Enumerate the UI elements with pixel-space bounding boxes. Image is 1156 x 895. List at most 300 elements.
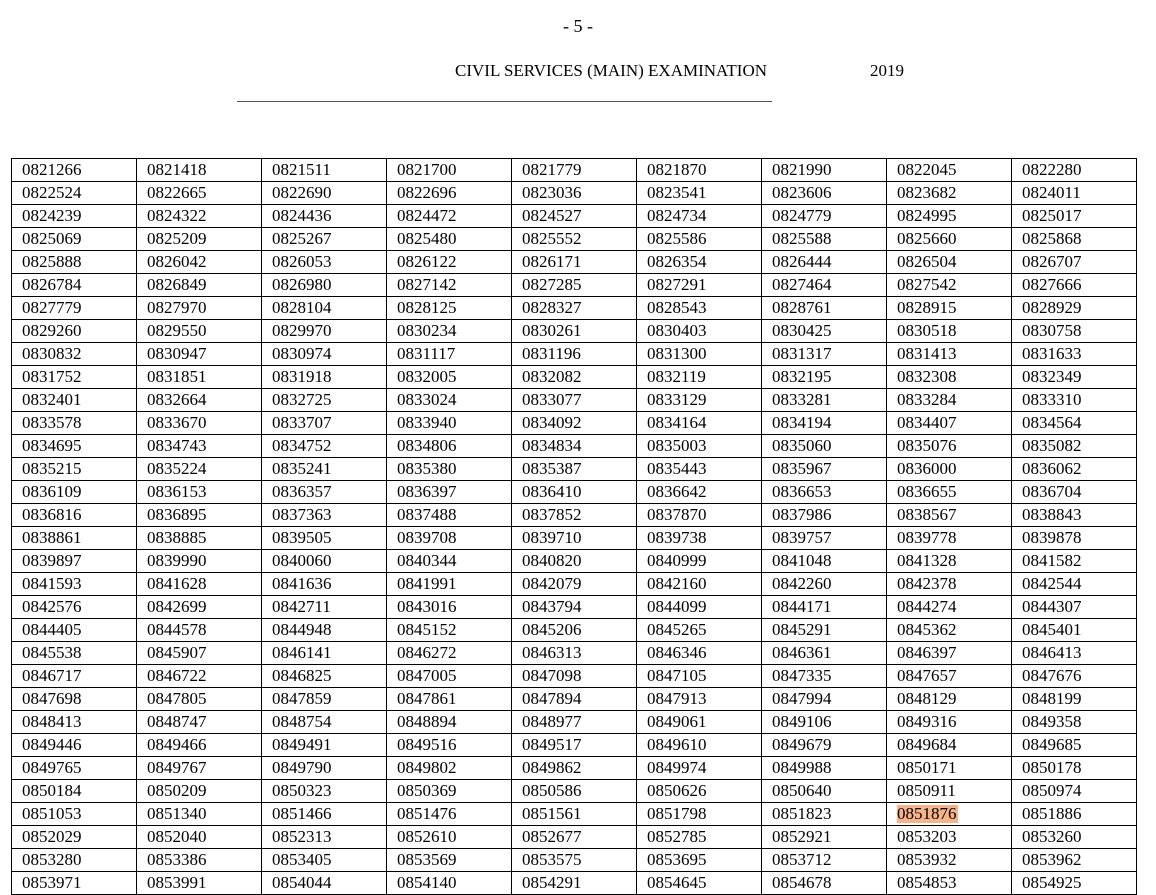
roll-number: 0828104	[272, 298, 332, 317]
roll-number-cell	[1012, 274, 1137, 297]
roll-number: 0849610	[647, 735, 707, 754]
roll-number: 0840344	[397, 551, 457, 570]
roll-number-cell	[512, 642, 637, 665]
table-row	[12, 504, 1137, 527]
roll-number: 0829550	[147, 321, 207, 340]
roll-number: 0852677	[522, 827, 582, 846]
roll-number: 0832349	[1022, 367, 1082, 386]
roll-number: 0835224	[147, 459, 207, 478]
roll-number-cell	[1012, 182, 1137, 205]
table-row	[12, 458, 1137, 481]
roll-number: 0853712	[772, 850, 832, 869]
roll-number: 0821418	[147, 160, 207, 179]
roll-number: 0849106	[772, 712, 832, 731]
roll-number-cell	[762, 826, 887, 849]
roll-number-cell	[262, 596, 387, 619]
roll-number: 0834806	[397, 436, 457, 455]
roll-number-cell	[512, 803, 637, 826]
roll-number-cell	[137, 734, 262, 757]
roll-number: 0831300	[647, 344, 707, 363]
roll-number-cell	[262, 550, 387, 573]
roll-number-cell	[262, 573, 387, 596]
roll-number-cell	[512, 159, 637, 182]
roll-number-cell	[762, 803, 887, 826]
roll-number: 0836816	[22, 505, 82, 524]
roll-number-cell	[262, 389, 387, 412]
roll-number: 0845401	[1022, 620, 1082, 639]
document-year: 2019	[870, 61, 904, 80]
roll-number-cell	[1012, 481, 1137, 504]
roll-number-cell	[1012, 343, 1137, 366]
roll-number-cell	[637, 504, 762, 527]
roll-number-cell	[637, 849, 762, 872]
roll-number-cell	[887, 435, 1012, 458]
roll-number-cell	[387, 688, 512, 711]
roll-number: 0836895	[147, 505, 207, 524]
roll-number: 0821266	[22, 160, 82, 179]
table-row	[12, 826, 1137, 849]
roll-number-cell	[137, 619, 262, 642]
roll-number-cell	[887, 872, 1012, 895]
table-row	[12, 159, 1137, 182]
roll-number: 0848413	[22, 712, 82, 731]
roll-number: 0853405	[272, 850, 332, 869]
roll-number-cell	[512, 504, 637, 527]
roll-number: 0844274	[897, 597, 957, 616]
roll-number-cell	[512, 872, 637, 895]
table-row	[12, 619, 1137, 642]
roll-number: 0851340	[147, 804, 207, 823]
roll-number-cell	[637, 619, 762, 642]
roll-number-cell	[1012, 228, 1137, 251]
roll-number: 0850184	[22, 781, 82, 800]
roll-number: 0833077	[522, 390, 582, 409]
roll-number-cell	[887, 573, 1012, 596]
roll-number: 0842260	[772, 574, 832, 593]
roll-number-cell	[887, 251, 1012, 274]
roll-number: 0828125	[397, 298, 457, 317]
roll-number: 0832401	[22, 390, 82, 409]
roll-number: 0831117	[397, 344, 456, 363]
roll-number: 0849765	[22, 758, 82, 777]
roll-number: 0831317	[772, 344, 832, 363]
roll-number-cell	[1012, 757, 1137, 780]
roll-number-cell	[637, 596, 762, 619]
roll-number-cell	[1012, 665, 1137, 688]
roll-number-cell	[387, 159, 512, 182]
table-row	[12, 642, 1137, 665]
roll-number-cell	[637, 389, 762, 412]
roll-number: 0850911	[897, 781, 956, 800]
roll-number-cell	[12, 780, 137, 803]
roll-number-cell	[387, 343, 512, 366]
roll-number: 0835967	[772, 459, 832, 478]
table-row	[12, 343, 1137, 366]
roll-number-cell	[1012, 504, 1137, 527]
roll-number: 0846722	[147, 666, 207, 685]
roll-number-cell	[262, 711, 387, 734]
roll-number-cell	[262, 274, 387, 297]
roll-number-cell	[387, 297, 512, 320]
roll-number: 0826053	[272, 252, 332, 271]
roll-number: 0841048	[772, 551, 832, 570]
roll-number-cell	[387, 435, 512, 458]
roll-number-cell	[262, 826, 387, 849]
roll-number: 0830518	[897, 321, 957, 340]
roll-number-cell	[262, 343, 387, 366]
roll-number: 0835443	[647, 459, 707, 478]
roll-number: 0834743	[147, 436, 207, 455]
roll-number: 0825017	[1022, 206, 1082, 225]
roll-number: 0827970	[147, 298, 207, 317]
roll-number: 0851886	[1022, 804, 1082, 823]
roll-number-cell	[137, 757, 262, 780]
roll-number: 0849862	[522, 758, 582, 777]
table-row	[12, 481, 1137, 504]
roll-number: 0834834	[522, 436, 582, 455]
roll-number-cell	[12, 251, 137, 274]
roll-number: 0825588	[772, 229, 832, 248]
roll-number: 0822696	[397, 183, 457, 202]
roll-number-cell	[762, 159, 887, 182]
roll-number: 0844578	[147, 620, 207, 639]
roll-number-cell	[137, 642, 262, 665]
roll-number: 0851476	[397, 804, 457, 823]
roll-number-cell	[12, 274, 137, 297]
roll-number: 0834407	[897, 413, 957, 432]
roll-number: 0830261	[522, 321, 582, 340]
roll-number: 0852610	[397, 827, 457, 846]
roll-number-cell	[12, 228, 137, 251]
roll-number-cell	[887, 297, 1012, 320]
roll-number-cell	[387, 366, 512, 389]
roll-number: 0822280	[1022, 160, 1082, 179]
roll-number: 0847861	[397, 689, 457, 708]
roll-number-cell	[262, 251, 387, 274]
roll-number: 0849684	[897, 735, 957, 754]
document-title: CIVIL SERVICES (MAIN) EXAMINATION	[455, 61, 768, 80]
roll-number-cell	[762, 642, 887, 665]
roll-number: 0841636	[272, 574, 332, 593]
roll-number-cell	[137, 849, 262, 872]
roll-number-cell	[262, 297, 387, 320]
roll-number-cell	[387, 573, 512, 596]
roll-number: 0838861	[22, 528, 82, 547]
roll-number-cell	[512, 550, 637, 573]
roll-number: 0847698	[22, 689, 82, 708]
table-row	[12, 251, 1137, 274]
roll-number-cell	[12, 849, 137, 872]
roll-number-cell	[12, 389, 137, 412]
roll-number-cell	[387, 504, 512, 527]
roll-number-cell	[262, 757, 387, 780]
roll-number: 0840060	[272, 551, 332, 570]
table-row	[12, 205, 1137, 228]
roll-number-cell	[762, 619, 887, 642]
roll-number: 0824527	[522, 206, 582, 225]
roll-number-cell	[1012, 872, 1137, 895]
roll-number-cell	[887, 205, 1012, 228]
roll-number: 0839708	[397, 528, 457, 547]
roll-number: 0825586	[647, 229, 707, 248]
roll-number: 0845538	[22, 643, 82, 662]
roll-number: 0823036	[522, 183, 582, 202]
roll-number: 0837870	[647, 505, 707, 524]
roll-number: 0851561	[522, 804, 582, 823]
roll-number: 0833129	[647, 390, 707, 409]
roll-number-cell	[387, 274, 512, 297]
roll-number: 0835387	[522, 459, 582, 478]
roll-number: 0845362	[897, 620, 957, 639]
table-row	[12, 412, 1137, 435]
roll-number-cell	[1012, 688, 1137, 711]
roll-number: 0852313	[272, 827, 332, 846]
table-row	[12, 596, 1137, 619]
table-row	[12, 228, 1137, 251]
roll-number-cell	[512, 688, 637, 711]
roll-number-cell	[887, 849, 1012, 872]
roll-number: 0836653	[772, 482, 832, 501]
roll-number: 0824779	[772, 206, 832, 225]
roll-number: 0847005	[397, 666, 457, 685]
roll-number-cell	[887, 665, 1012, 688]
roll-number-cell	[1012, 780, 1137, 803]
roll-number-cell	[637, 573, 762, 596]
roll-number: 0844171	[772, 597, 832, 616]
roll-number: 0831413	[897, 344, 957, 363]
roll-number: 0835076	[897, 436, 957, 455]
roll-number-cell	[762, 504, 887, 527]
roll-number: 0823541	[647, 183, 707, 202]
roll-number: 0827291	[647, 275, 707, 294]
roll-number-cell	[637, 711, 762, 734]
roll-number-cell	[387, 481, 512, 504]
roll-number-cell	[512, 182, 637, 205]
roll-number-cell	[387, 872, 512, 895]
roll-number: 0834752	[272, 436, 332, 455]
roll-number-cell	[387, 619, 512, 642]
roll-number-cell	[262, 435, 387, 458]
roll-number: 0849491	[272, 735, 332, 754]
roll-number: 0834194	[772, 413, 832, 432]
roll-number-cell	[262, 412, 387, 435]
roll-number-cell	[637, 297, 762, 320]
roll-number: 0825868	[1022, 229, 1082, 248]
roll-number-cell	[512, 320, 637, 343]
table-row	[12, 734, 1137, 757]
roll-number: 0844307	[1022, 597, 1082, 616]
roll-number: 0846717	[22, 666, 82, 685]
roll-number-cell	[262, 872, 387, 895]
roll-number-cell	[512, 826, 637, 849]
roll-number-cell	[12, 619, 137, 642]
roll-number: 0833707	[272, 413, 332, 432]
roll-number-cell	[1012, 826, 1137, 849]
roll-number: 0848747	[147, 712, 207, 731]
roll-number-cell	[887, 504, 1012, 527]
roll-number: 0826504	[897, 252, 957, 271]
roll-number-cell	[762, 665, 887, 688]
roll-number: 0823682	[897, 183, 957, 202]
roll-number-cell	[262, 665, 387, 688]
roll-number-cell	[762, 688, 887, 711]
roll-number-cell	[387, 320, 512, 343]
roll-number-cell	[387, 734, 512, 757]
roll-number-cell	[387, 665, 512, 688]
roll-number-cell	[762, 205, 887, 228]
roll-number-cell	[1012, 389, 1137, 412]
roll-number: 0825660	[897, 229, 957, 248]
roll-number: 0849802	[397, 758, 457, 777]
roll-number-cell	[1012, 619, 1137, 642]
roll-number-cell	[887, 458, 1012, 481]
roll-number: 0842544	[1022, 574, 1082, 593]
roll-number-cell	[637, 780, 762, 803]
roll-number-cell	[887, 159, 1012, 182]
roll-number-cell	[262, 527, 387, 550]
roll-number: 0838843	[1022, 505, 1082, 524]
roll-number: 0836357	[272, 482, 332, 501]
roll-number-cell	[512, 274, 637, 297]
roll-number: 0840999	[647, 551, 707, 570]
roll-number-cell	[137, 274, 262, 297]
roll-number-cell	[137, 504, 262, 527]
roll-number-cell	[887, 688, 1012, 711]
roll-number-cell	[637, 826, 762, 849]
roll-number: 0833284	[897, 390, 957, 409]
roll-number: 0832725	[272, 390, 332, 409]
roll-number: 0839778	[897, 528, 957, 547]
roll-number-cell	[762, 550, 887, 573]
roll-number: 0839757	[772, 528, 832, 547]
roll-number-cell	[1012, 803, 1137, 826]
table-row	[12, 688, 1137, 711]
roll-number-cell	[762, 251, 887, 274]
roll-number: 0828761	[772, 298, 832, 317]
roll-number-cell	[637, 228, 762, 251]
roll-number-cell	[262, 182, 387, 205]
roll-number: 0853575	[522, 850, 582, 869]
roll-number: 0836655	[897, 482, 957, 501]
roll-number-cell	[887, 412, 1012, 435]
roll-number: 0853569	[397, 850, 457, 869]
roll-number: 0826980	[272, 275, 332, 294]
roll-number-cell	[762, 435, 887, 458]
table-row	[12, 182, 1137, 205]
roll-number: 0833281	[772, 390, 832, 409]
roll-number: 0852921	[772, 827, 832, 846]
roll-number-cell	[887, 619, 1012, 642]
roll-number-cell	[262, 642, 387, 665]
roll-number-cell	[887, 228, 1012, 251]
roll-number: 0844948	[272, 620, 332, 639]
roll-number-cell	[387, 711, 512, 734]
table-row	[12, 872, 1137, 895]
roll-number: 0851466	[272, 804, 332, 823]
roll-number-cell	[637, 458, 762, 481]
roll-number: 0850323	[272, 781, 332, 800]
roll-number-cell	[762, 228, 887, 251]
roll-number-cell	[637, 550, 762, 573]
roll-number: 0844405	[22, 620, 82, 639]
roll-number-cell	[637, 159, 762, 182]
roll-number: 0853203	[897, 827, 957, 846]
roll-number: 0854645	[647, 873, 707, 892]
table-row	[12, 366, 1137, 389]
roll-number-cell	[12, 550, 137, 573]
roll-number: 0847859	[272, 689, 332, 708]
roll-number: 0828929	[1022, 298, 1082, 317]
roll-number: 0834092	[522, 413, 582, 432]
roll-number-cell	[12, 872, 137, 895]
roll-number-cell	[512, 205, 637, 228]
roll-number-cell	[762, 872, 887, 895]
page-number: - 5 -	[563, 16, 593, 36]
roll-number-cell	[1012, 205, 1137, 228]
roll-number: 0844099	[647, 597, 707, 616]
roll-number-cell	[637, 665, 762, 688]
roll-number-cell	[512, 527, 637, 550]
roll-number: 0849316	[897, 712, 957, 731]
roll-number-cell	[887, 550, 1012, 573]
roll-number-table	[11, 158, 1137, 895]
roll-number-cell	[512, 780, 637, 803]
roll-number: 0832308	[897, 367, 957, 386]
roll-number: 0837986	[772, 505, 832, 524]
table-row	[12, 803, 1137, 826]
roll-number: 0831851	[147, 367, 207, 386]
roll-number: 0853260	[1022, 827, 1082, 846]
roll-number: 0850626	[647, 781, 707, 800]
roll-number: 0853280	[22, 850, 82, 869]
roll-number-cell	[1012, 366, 1137, 389]
roll-number: 0842079	[522, 574, 582, 593]
roll-number-cell	[512, 849, 637, 872]
roll-number-cell	[887, 343, 1012, 366]
roll-number-cell	[512, 573, 637, 596]
roll-number-cell	[637, 872, 762, 895]
roll-number-cell	[387, 458, 512, 481]
roll-number: 0837852	[522, 505, 582, 524]
roll-number: 0850171	[897, 758, 957, 777]
roll-number: 0821700	[397, 160, 457, 179]
roll-number: 0822665	[147, 183, 207, 202]
roll-number: 0821779	[522, 160, 582, 179]
roll-number-cell	[637, 688, 762, 711]
roll-number: 0841628	[147, 574, 207, 593]
roll-number: 0834164	[647, 413, 707, 432]
roll-number: 0825552	[522, 229, 582, 248]
roll-number-cell	[137, 550, 262, 573]
roll-number-cell	[12, 159, 137, 182]
roll-number: 0849517	[522, 735, 582, 754]
roll-number-cell	[512, 412, 637, 435]
roll-number-cell	[262, 504, 387, 527]
roll-number: 0849685	[1022, 735, 1082, 754]
table-row	[12, 780, 1137, 803]
roll-number: 0854925	[1022, 873, 1082, 892]
roll-number-cell	[12, 527, 137, 550]
roll-number-cell	[387, 596, 512, 619]
roll-number: 0821870	[647, 160, 707, 179]
roll-number: 0849767	[147, 758, 207, 777]
roll-number: 0828543	[647, 298, 707, 317]
roll-number: 0852785	[647, 827, 707, 846]
roll-number-cell	[137, 596, 262, 619]
roll-number-cell	[262, 366, 387, 389]
roll-number: 0826707	[1022, 252, 1082, 271]
roll-number-cell	[12, 343, 137, 366]
